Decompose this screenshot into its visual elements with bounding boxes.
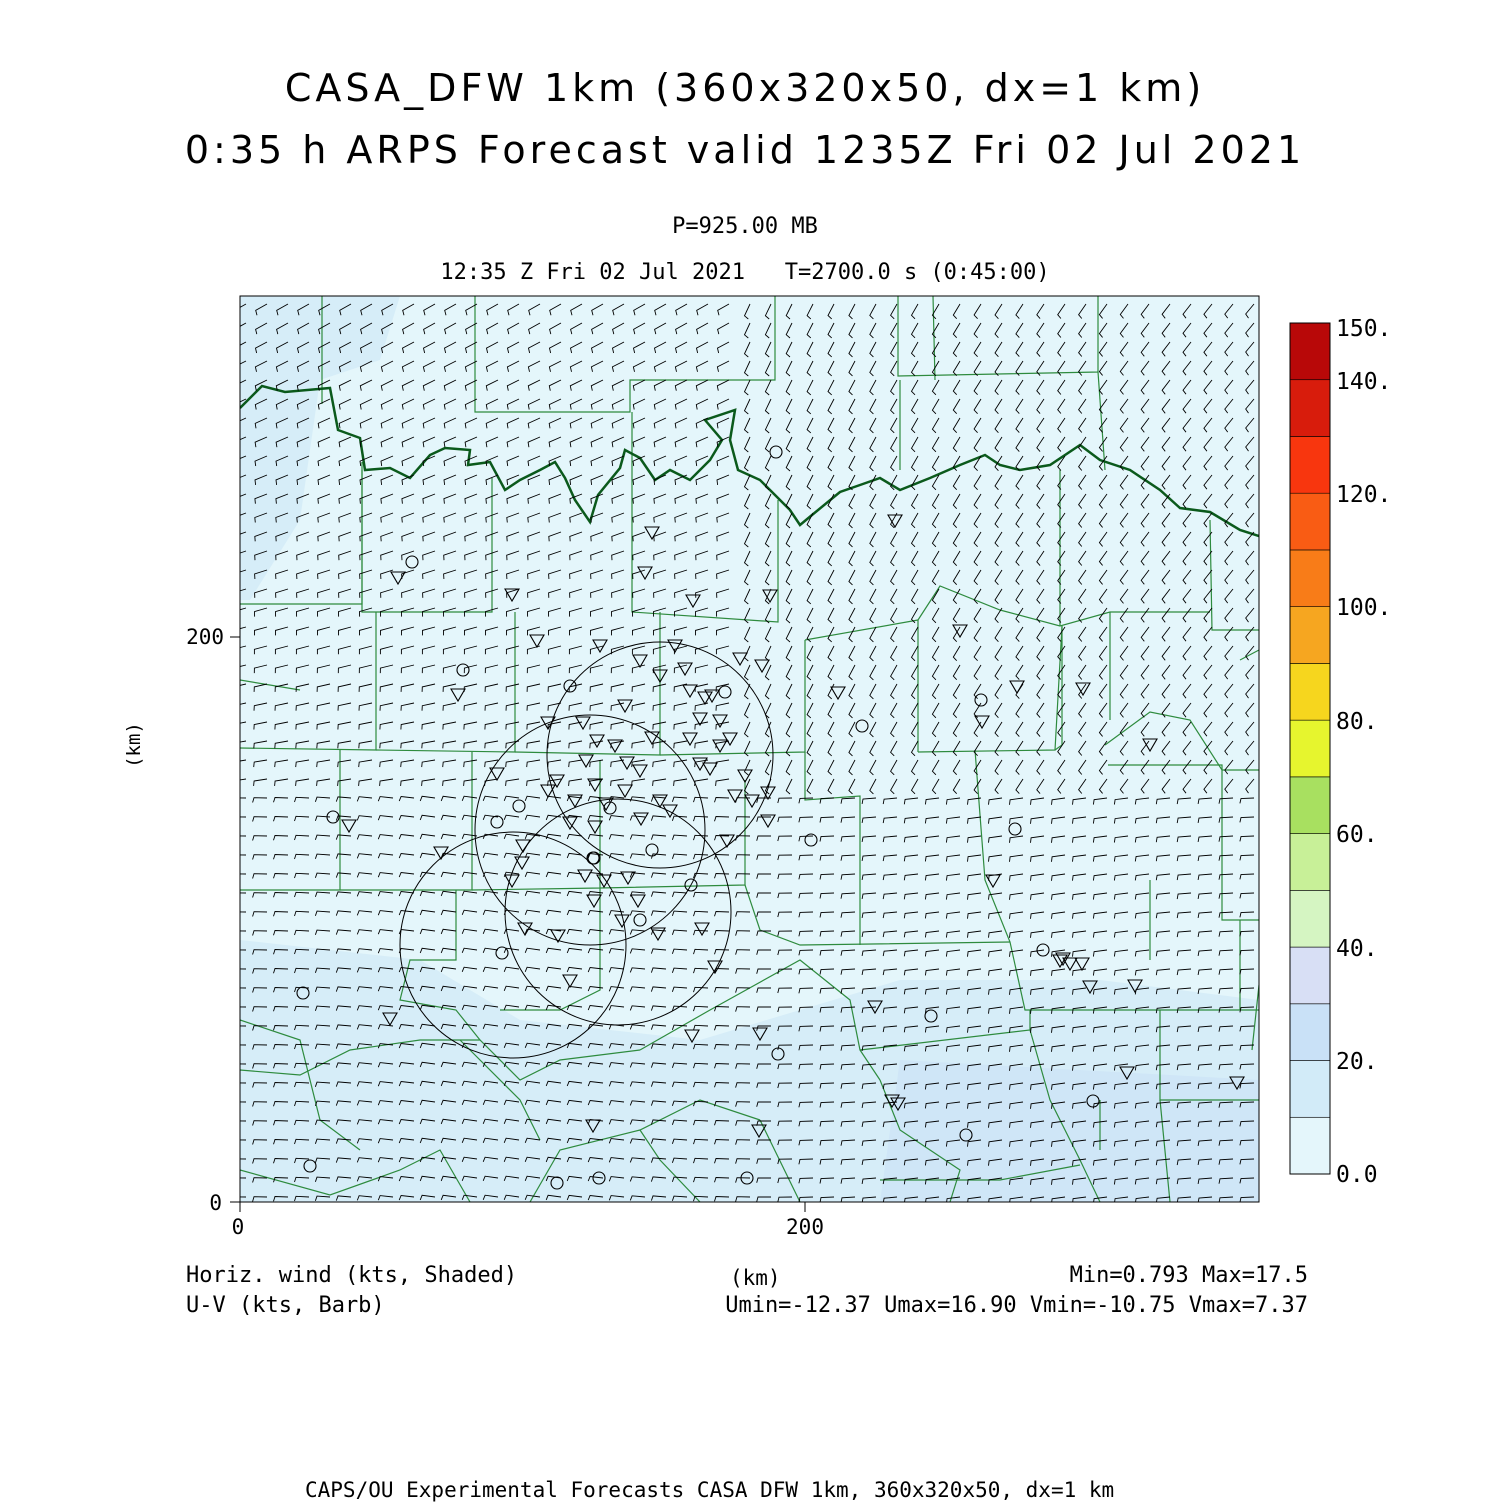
colorbar-segment	[1290, 1117, 1330, 1174]
colorbar-segment	[1290, 947, 1330, 1004]
x-axis-label: (km)	[730, 1266, 781, 1290]
shade-region-se	[880, 1060, 1259, 1202]
colorbar-segment	[1290, 323, 1330, 380]
title-line-1: CASA_DFW 1km (360x320x50, dx=1 km)	[284, 66, 1206, 110]
colorbar-label: 60.	[1336, 822, 1378, 848]
y-tick-0: 0	[209, 1191, 222, 1215]
uv-stats-readout: Umin=-12.37 Umax=16.90 Vmin=-10.75 Vmax=7.37	[725, 1293, 1308, 1318]
colorbar-label: 100.	[1336, 595, 1392, 621]
colorbar	[1290, 316, 1391, 1188]
y-tick-200: 200	[186, 625, 224, 649]
colorbar-label: 0.0	[1336, 1162, 1378, 1188]
colorbar-segment	[1290, 436, 1330, 493]
colorbar-label: 80.	[1336, 709, 1378, 735]
colorbar-segment	[1290, 777, 1330, 834]
colorbar-label: 140.	[1336, 369, 1392, 395]
y-axis-label: (km)	[123, 722, 145, 768]
colorbar-segment	[1290, 550, 1330, 607]
colorbar-segment	[1290, 607, 1330, 664]
colorbar-segment	[1290, 890, 1330, 947]
pressure-level: P=925.00 MB	[672, 214, 818, 239]
colorbar-label: 40.	[1336, 936, 1378, 962]
x-tick-200: 200	[786, 1215, 824, 1239]
colorbar-segment	[1290, 720, 1330, 777]
colorbar-label: 20.	[1336, 1049, 1378, 1075]
footer-caption: CAPS/OU Experimental Forecasts CASA DFW 1km, 360x320x50, dx=1 km	[305, 1478, 1115, 1502]
x-tick-0: 0	[231, 1215, 245, 1239]
field-label-barb: U-V (kts, Barb)	[186, 1293, 385, 1318]
colorbar-segment	[1290, 1004, 1330, 1061]
field-label-shaded: Horiz. wind (kts, Shaded)	[186, 1263, 518, 1288]
colorbar-segment	[1290, 380, 1330, 437]
colorbar-segment	[1290, 834, 1330, 891]
colorbar-segment	[1290, 1061, 1330, 1118]
min-max-readout: Min=0.793 Max=17.5	[1069, 1263, 1308, 1288]
colorbar-segment	[1290, 493, 1330, 550]
colorbar-label: 150.	[1336, 316, 1392, 342]
valid-time: 12:35 Z Fri 02 Jul 2021 T=2700.0 s (0:45:00)	[440, 260, 1050, 285]
colorbar-label: 120.	[1336, 482, 1392, 508]
colorbar-segment	[1290, 663, 1330, 720]
title-line-2: 0:35 h ARPS Forecast valid 1235Z Fri 02 Jul 2021	[184, 128, 1306, 172]
